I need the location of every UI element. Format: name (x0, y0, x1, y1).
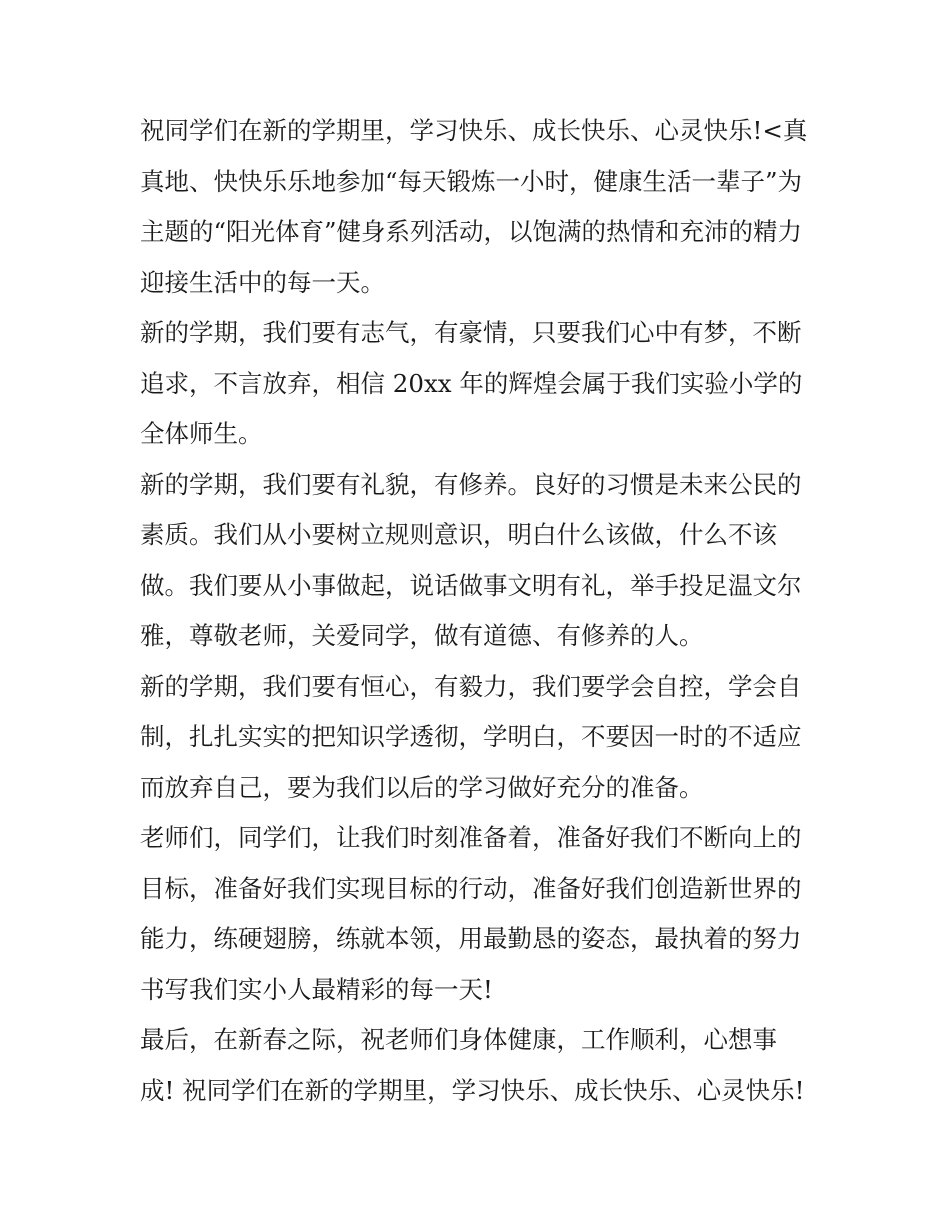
text-line: 主题的“阳光体育”健身系列活动，以饱满的热情和充沛的精力 (140, 217, 803, 246)
paragraph-1 (140, 106, 815, 308)
paragraph-5 (140, 813, 815, 1015)
text-line: 最后，在新春之际，祝老师们身体健康，工作顺利，心想事 (140, 1025, 777, 1054)
text-line: 目标，准备好我们实现目标的行动，准备好我们创造新世界的 (140, 873, 802, 903)
text-line: 新的学期，我们要有礼貌，有修养。良好的习惯是未来公民的 (140, 469, 802, 499)
text-line: 迎接生活中的每一天。 (140, 267, 385, 297)
text-line: 雅，尊敬老师，关爱同学，做有道德、有修养的人。 (140, 621, 704, 650)
paragraph-6 (140, 1015, 815, 1116)
text-line: 而放弃自己，要为我们以后的学习做好充分的准备。 (140, 772, 704, 802)
text-line: 全体师生。 (140, 419, 263, 448)
text-line: 祝同学们在新的学期里，学习快乐、成长快乐、心灵快乐!<真 (140, 116, 808, 145)
text-line: 新的学期，我们要有恒心，有毅力，我们要学会自控，学会自 (140, 671, 802, 701)
text-line: 制，扎扎实实的把知识学透彻，学明白，不要因一时的不适应 (140, 722, 802, 751)
paragraph-2 (140, 308, 815, 460)
document-body (140, 106, 815, 1116)
text-line: 书写我们实小人最精彩的每一天! (140, 974, 493, 1004)
text-line: 做。我们要从小事做起，说话做事文明有礼，举手投足温文尔 (140, 570, 802, 600)
text-line: 老师们，同学们，让我们时刻准备着，准备好我们不断向上的 (140, 823, 802, 852)
text-line: 追求，不言放弃，相信 20xx 年的辉煌会属于我们实验小学的 (140, 368, 803, 398)
paragraph-4 (140, 662, 815, 814)
text-line: 真地、快快乐乐地参加“每天锻炼一小时，健康生活一辈子”为 (140, 166, 803, 196)
text-line: 素质。我们从小要树立规则意识，明白什么该做，什么不该 (140, 520, 777, 549)
text-line: 新的学期，我们要有志气，有豪情，只要我们心中有梦，不断 (140, 318, 802, 347)
text-line: 成! 祝同学们在新的学期里，学习快乐、成长快乐、心灵快乐! (140, 1075, 805, 1105)
text-line: 能力，练硬翅膀，练就本领，用最勤恳的姿态，最执着的努力 (140, 924, 802, 953)
paragraph-3 (140, 460, 815, 662)
